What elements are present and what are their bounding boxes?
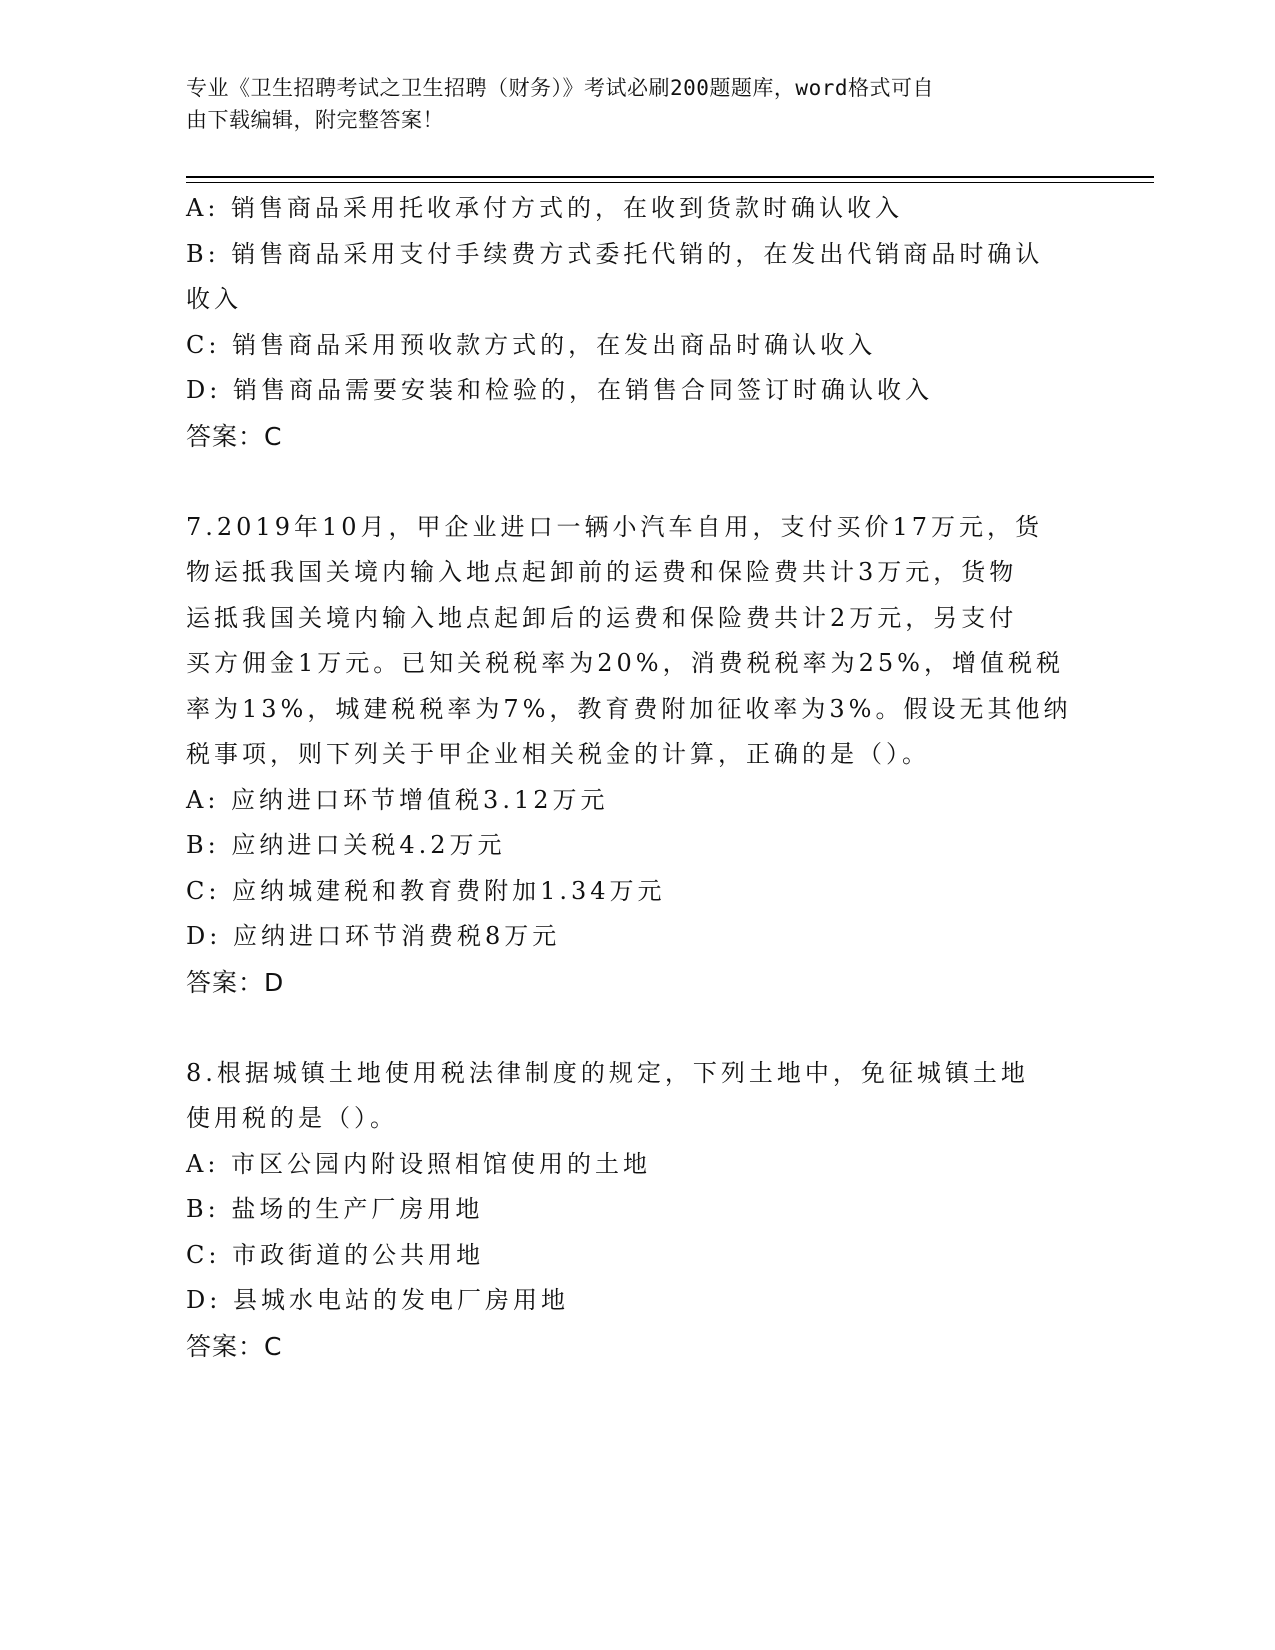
q7-stem-line-2: 物运抵我国关境内输入地点起卸前的运费和保险费共计3万元，货物 (186, 558, 1018, 586)
question-7-block (186, 505, 1072, 1006)
q8-option-c: C: 市政街道的公共用地 (186, 1240, 485, 1269)
header-divider-thin (186, 182, 1154, 183)
q7-option-a: A: 应纳进口环节增值税3.12万元 (186, 785, 609, 814)
q7-stem-line-3: 运抵我国关境内输入地点起卸后的运费和保险费共计2万元，另支付 (186, 603, 1018, 632)
q8-option-d: D: 县城水电站的发电厂房用地 (186, 1286, 569, 1314)
question-8-block (186, 1051, 1066, 1370)
q8-option-a: A: 市区公园内附设照相馆使用的土地 (186, 1149, 652, 1178)
header-line-1: 专业《卫生招聘考试之卫生招聘（财务）》考试必刷200题题库，word格式可自 (186, 76, 934, 100)
q6-option-b-line1: B: 销售商品采用支付手续费方式委托代销的，在发出代销商品时确认 (186, 239, 1044, 268)
header-line-2: 由下载编辑，附完整答案！ (186, 108, 444, 132)
q7-stem-line-6: 税事项，则下列关于甲企业相关税金的计算，正确的是（）。 (186, 740, 930, 768)
question-6-block (186, 186, 1066, 459)
q7-stem-line-1: 7.2019年10月，甲企业进口一辆小汽车自用，支付买价17万元，货 (186, 512, 1044, 541)
q7-option-d: D: 应纳进口环节消费税8万元 (186, 922, 561, 950)
header-divider-thick (186, 176, 1154, 178)
q6-option-a: A: 销售商品采用托收承付方式的，在收到货款时确认收入 (186, 194, 904, 222)
document-header (186, 72, 1066, 136)
q6-answer: 答案：C (186, 421, 283, 451)
q6-option-b-line2: 收入 (186, 285, 242, 313)
q7-stem-line-4: 买方佣金1万元。已知关税税率为20%，消费税税率为25%，增值税税 (186, 649, 1064, 677)
q8-stem-line-2: 使用税的是（）。 (186, 1104, 398, 1132)
q8-answer: 答案：C (186, 1331, 283, 1361)
q7-option-b: B: 应纳进口关税4.2万元 (186, 831, 506, 859)
spacer (186, 1005, 1066, 1051)
q8-option-b: B: 盐场的生产厂房用地 (186, 1195, 484, 1223)
q7-answer: 答案：D (186, 967, 285, 997)
spacer (186, 459, 1066, 505)
q7-stem-line-5: 率为13%，城建税税率为7%，教育费附加征收率为3%。假设无其他纳 (186, 694, 1072, 723)
q8-stem-line-1: 8.根据城镇土地使用税法律制度的规定，下列土地中，免征城镇土地 (186, 1058, 1029, 1087)
q6-option-d: D: 销售商品需要安装和检验的，在销售合同签订时确认收入 (186, 376, 933, 404)
q7-option-c: C: 应纳城建税和教育费附加1.34万元 (186, 876, 666, 905)
document-body (186, 186, 1072, 1369)
q6-option-c: C: 销售商品采用预收款方式的，在发出商品时确认收入 (186, 330, 877, 359)
